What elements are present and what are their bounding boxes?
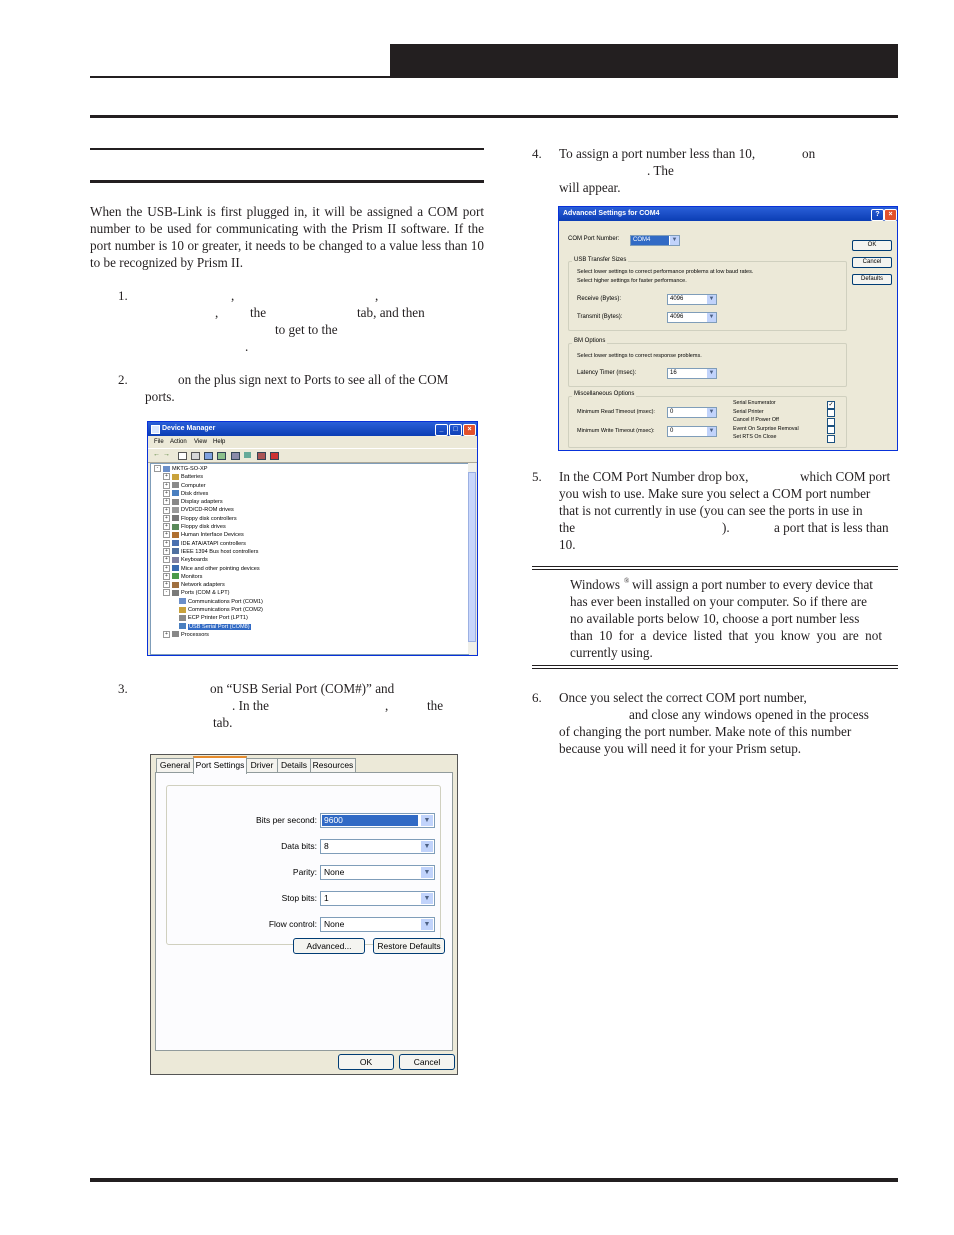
transmit-select[interactable]: 4096 ▼ xyxy=(667,312,717,323)
device-icon xyxy=(172,482,179,488)
device-manager-icon xyxy=(151,425,160,434)
tree-item-label: Floppy disk drives xyxy=(181,524,226,531)
tree-item[interactable] xyxy=(151,623,468,631)
tree-item-label: Batteries xyxy=(181,474,204,481)
tree-item-label: Processors xyxy=(181,631,209,638)
option-label: Serial Enumerator xyxy=(733,400,776,406)
tree-item-label: Human Interface Devices xyxy=(181,532,244,539)
usb-transfer-title: USB Transfer Sizes xyxy=(574,257,627,263)
tree-item[interactable] xyxy=(151,490,468,498)
tree-item[interactable] xyxy=(151,573,468,581)
print-icon[interactable] xyxy=(191,452,200,460)
step6-number: 6. xyxy=(532,690,542,705)
device-manager-menubar xyxy=(148,437,477,447)
field-label: Parity: xyxy=(292,867,317,877)
help-icon[interactable] xyxy=(204,452,213,460)
field-label: Flow control: xyxy=(268,919,317,929)
maximize-icon[interactable]: □ xyxy=(449,424,462,436)
expand-icon[interactable]: + xyxy=(163,490,170,497)
tab-general[interactable]: General xyxy=(156,758,194,773)
tree-item-label: MKTG-SO-XP xyxy=(172,466,208,472)
device-icon xyxy=(172,515,179,521)
device-icon xyxy=(172,548,179,554)
note-rule-top xyxy=(532,566,898,567)
field-label: Data bits: xyxy=(281,841,317,851)
chevron-down-icon: ▼ xyxy=(708,370,715,376)
tree-item[interactable] xyxy=(151,581,468,589)
field-label: Stop bits: xyxy=(281,893,317,903)
forward-icon[interactable]: → xyxy=(163,451,170,458)
bm-options-group xyxy=(568,343,847,387)
write-timeout-select[interactable]: 0 ▼ xyxy=(667,426,717,437)
expand-icon[interactable]: + xyxy=(163,540,170,547)
advanced-settings-dialog xyxy=(558,206,898,451)
uninstall-device-icon[interactable] xyxy=(270,452,279,460)
step1-text: , , , the tab, and then to get to the . xyxy=(215,288,425,354)
device-icon xyxy=(179,607,186,613)
tree-item-label: ECP Printer Port (LPT1) xyxy=(188,615,248,622)
field-value: None xyxy=(324,919,345,929)
cancel-button[interactable]: Cancel xyxy=(399,1054,455,1070)
bm-options-title: BM Options xyxy=(574,338,606,344)
step1-number: 1. xyxy=(118,288,128,303)
device-tree xyxy=(150,463,469,655)
menu-help[interactable]: Help xyxy=(213,439,226,445)
field-value: 1 xyxy=(324,893,329,903)
menu-view[interactable]: View xyxy=(194,439,207,445)
minimize-icon[interactable]: _ xyxy=(435,424,448,436)
tree-item-label: IDE ATA/ATAPI controllers xyxy=(181,540,246,547)
advanced-button[interactable]: Advanced... xyxy=(293,938,365,954)
com-port-label: COM Port Number: xyxy=(568,236,620,242)
bm-options-text: Select lower settings to correct response problems. xyxy=(577,353,702,359)
section-rule-bottom xyxy=(90,180,484,183)
option-label: Set RTS On Close xyxy=(733,434,777,441)
tree-item[interactable] xyxy=(151,589,468,597)
tree-item[interactable] xyxy=(151,473,468,481)
device-icon xyxy=(179,598,186,604)
device-icon xyxy=(172,590,179,596)
transmit-label: Transmit (Bytes): xyxy=(577,314,623,320)
tree-item-label: Disk drives xyxy=(181,490,209,497)
write-timeout-label: Minimum Write Timeout (msec): xyxy=(577,428,655,434)
ok-button[interactable]: OK xyxy=(338,1054,394,1070)
expand-icon[interactable]: + xyxy=(163,507,170,514)
expand-icon[interactable]: + xyxy=(163,631,170,638)
usb-transfer-text2: Select higher settings for faster performance. xyxy=(577,278,687,284)
collapse-icon[interactable]: - xyxy=(154,465,161,472)
field-select[interactable] xyxy=(320,917,435,932)
tree-item[interactable] xyxy=(151,556,468,564)
field-label: Bits per second: xyxy=(256,815,317,825)
step2-text: on the plus sign next to Ports to see all of the COM ports. xyxy=(145,372,449,404)
scan-hardware-icon[interactable] xyxy=(231,452,240,460)
tree-item[interactable] xyxy=(151,565,468,573)
header-rule xyxy=(90,115,898,118)
option-checkbox[interactable] xyxy=(827,426,835,434)
option-checkbox[interactable] xyxy=(827,435,835,443)
read-timeout-label: Minimum Read Timeout (msec): xyxy=(577,409,655,415)
tree-item-label: IEEE 1394 Bus host controllers xyxy=(181,548,259,555)
tree-item[interactable] xyxy=(151,540,468,548)
device-icon xyxy=(172,532,179,538)
expand-icon[interactable]: + xyxy=(163,556,170,563)
option-checkbox[interactable]: ✓ xyxy=(828,401,834,408)
receive-label: Receive (Bytes): xyxy=(577,296,622,302)
tree-item-label: Display adapters xyxy=(181,499,223,506)
note-rule-bottom xyxy=(532,665,898,666)
option-label: Serial Printer xyxy=(733,408,764,415)
ok-button[interactable]: OK xyxy=(852,240,892,251)
field-value: 8 xyxy=(324,841,329,851)
device-view-icon[interactable] xyxy=(217,452,226,460)
chevron-down-icon: ▼ xyxy=(708,296,715,302)
device-manager-titlebar xyxy=(148,422,477,436)
device-icon xyxy=(172,474,179,480)
tree-item-label: Monitors xyxy=(181,573,203,580)
device-icon xyxy=(163,466,170,472)
latency-label: Latency Timer (msec): xyxy=(577,370,637,376)
field-select[interactable] xyxy=(320,839,435,854)
tree-item[interactable] xyxy=(151,631,468,639)
device-manager-toolbar xyxy=(148,448,477,463)
expand-icon[interactable]: + xyxy=(163,581,170,588)
chevron-down-icon: ▼ xyxy=(421,815,433,826)
field-select[interactable] xyxy=(320,865,435,880)
chevron-down-icon: ▼ xyxy=(421,841,433,852)
tree-item[interactable] xyxy=(151,606,468,614)
tree-item-label: DVD/CD-ROM drives xyxy=(181,507,234,514)
usb-transfer-text1: Select lower settings to correct performance problems at low baud rates. xyxy=(577,269,754,275)
step3-text: on “USB Serial Port (COM#)” and . In the , the tab. xyxy=(210,681,444,730)
update-driver-icon[interactable] xyxy=(244,452,251,458)
expand-icon[interactable]: + xyxy=(163,473,170,480)
expand-icon[interactable]: + xyxy=(163,498,170,505)
disable-device-icon[interactable] xyxy=(257,452,266,460)
chevron-down-icon: ▼ xyxy=(421,867,433,878)
chevron-down-icon: ▼ xyxy=(671,237,678,243)
latency-select[interactable]: 16 ▼ xyxy=(667,368,717,379)
option-checkbox[interactable] xyxy=(827,418,835,426)
tree-item[interactable] xyxy=(151,531,468,539)
tab-driver[interactable]: Driver xyxy=(246,758,278,773)
option-label: Event On Surprise Removal xyxy=(733,425,799,432)
scrollbar-thumb[interactable] xyxy=(468,472,476,642)
misc-options-group xyxy=(568,396,847,448)
port-settings-panel xyxy=(155,772,453,1051)
chevron-down-icon: ▼ xyxy=(708,314,715,320)
step4-text: To assign a port number less than 10, on . The will appear. xyxy=(559,146,816,195)
tree-item[interactable] xyxy=(151,523,468,531)
header-bar xyxy=(390,44,898,78)
properties-icon[interactable] xyxy=(178,452,187,460)
step6-text: Once you select the correct COM port number, and close any windows opened in the process of changing the port number. Make note of this number because you will need it for your Prism setup. xyxy=(559,690,869,756)
close-icon[interactable]: × xyxy=(884,209,897,221)
receive-select[interactable]: 4096 ▼ xyxy=(667,294,717,305)
step3-number: 3. xyxy=(118,681,128,696)
option-label: Cancel If Power Off xyxy=(733,417,779,424)
chevron-down-icon: ▼ xyxy=(708,428,715,434)
device-icon xyxy=(172,582,179,588)
field-value: 9600 xyxy=(322,815,418,826)
device-icon xyxy=(179,615,186,621)
field-select[interactable] xyxy=(320,891,435,906)
tree-item[interactable] xyxy=(151,614,468,622)
tree-item[interactable] xyxy=(151,506,468,514)
tree-item[interactable] xyxy=(151,548,468,556)
intro-paragraph: When the USB-Link is first plugged in, it will be assigned a COM port number to be used for communicating with the Prism II software. If the port number is 10 or greater, it needs to be changed to a value less than 10 to be recognized by Prism II. xyxy=(90,204,484,270)
tab-resources[interactable]: Resources xyxy=(310,758,356,773)
device-icon xyxy=(179,623,186,629)
tree-item-label: Communications Port (COM1) xyxy=(188,598,263,605)
note-rule-top2 xyxy=(532,569,898,570)
device-tree-scrollbar[interactable] xyxy=(468,463,476,654)
option-checkbox[interactable] xyxy=(827,409,835,417)
tree-item-label: Keyboards xyxy=(181,557,208,564)
device-icon xyxy=(172,499,179,505)
tree-item-label: Mice and other pointing devices xyxy=(181,565,260,572)
footer-rule xyxy=(90,1178,898,1182)
expand-icon[interactable]: + xyxy=(163,523,170,530)
device-icon xyxy=(172,573,179,579)
advanced-settings-title: Advanced Settings for COM4 xyxy=(563,210,660,217)
expand-icon[interactable]: + xyxy=(163,548,170,555)
tree-item-label: Floppy disk controllers xyxy=(181,515,237,522)
step5-text: In the COM Port Number drop box, which COM port you wish to use. Make sure you select a COM port number that is not currently in use (you can see the ports in use in the ). a port that is less than 10. xyxy=(559,469,891,552)
tree-item-label: Communications Port (COM2) xyxy=(188,607,263,614)
close-icon[interactable]: × xyxy=(463,424,476,436)
back-icon[interactable]: ← xyxy=(153,451,160,458)
misc-options-title: Miscellaneous Options xyxy=(574,391,635,397)
chevron-down-icon: ▼ xyxy=(421,893,433,904)
field-value: None xyxy=(324,867,345,877)
tab-details[interactable]: Details xyxy=(277,758,311,773)
device-icon xyxy=(172,490,179,496)
step4-number: 4. xyxy=(532,146,542,161)
tree-item[interactable] xyxy=(151,482,468,490)
section-rule-top xyxy=(90,148,484,150)
advanced-settings-titlebar xyxy=(559,207,897,221)
step5-number: 5. xyxy=(532,469,542,484)
tree-item-label: Ports (COM & LPT) xyxy=(181,590,230,597)
menu-action[interactable]: Action xyxy=(170,439,187,445)
device-icon xyxy=(172,540,179,546)
help-icon[interactable]: ? xyxy=(871,209,884,221)
tree-item[interactable] xyxy=(151,598,468,606)
expand-icon[interactable]: + xyxy=(163,573,170,580)
expand-icon[interactable]: + xyxy=(163,565,170,572)
defaults-button[interactable]: Defaults xyxy=(852,274,892,285)
com-port-select[interactable]: COM4 ▼ xyxy=(630,235,680,246)
device-manager-window xyxy=(147,421,478,656)
device-icon xyxy=(172,631,179,637)
device-manager-title: Device Manager xyxy=(162,425,216,432)
expand-icon[interactable]: + xyxy=(163,482,170,489)
tree-item-label: Computer xyxy=(181,482,206,489)
port-settings-dialog xyxy=(150,754,458,1075)
read-timeout-select[interactable]: 0 ▼ xyxy=(667,407,717,418)
device-icon xyxy=(172,524,179,530)
device-icon xyxy=(172,557,179,563)
tree-item-label: Network adapters xyxy=(181,582,225,589)
field-select[interactable] xyxy=(320,813,435,828)
header-underline xyxy=(90,76,390,78)
note-rule-bottom2 xyxy=(532,668,898,669)
device-icon xyxy=(172,565,179,571)
tab-port-settings[interactable]: Port Settings xyxy=(193,756,247,774)
chevron-down-icon: ▼ xyxy=(421,919,433,930)
tree-item[interactable] xyxy=(151,465,468,473)
cancel-button[interactable]: Cancel xyxy=(852,257,892,268)
expand-icon[interactable]: + xyxy=(163,531,170,538)
expand-icon[interactable]: + xyxy=(163,515,170,522)
restore-defaults-button[interactable]: Restore Defaults xyxy=(373,938,445,954)
tree-item[interactable] xyxy=(151,498,468,506)
step2-number: 2. xyxy=(118,372,128,387)
tree-item-label: USB Serial Port (COM8) xyxy=(189,623,250,630)
collapse-icon[interactable]: - xyxy=(163,589,170,596)
tree-item[interactable] xyxy=(151,515,468,523)
chevron-down-icon: ▼ xyxy=(708,409,715,415)
device-icon xyxy=(172,507,179,513)
note-text: Windows ® will assign a port number to every device that has ever been installed on your computer. So if there are no available ports below 10, choose a port number less than 10 for a device listed that you know you are not currently using. xyxy=(570,577,882,660)
menu-file[interactable]: File xyxy=(154,439,164,445)
